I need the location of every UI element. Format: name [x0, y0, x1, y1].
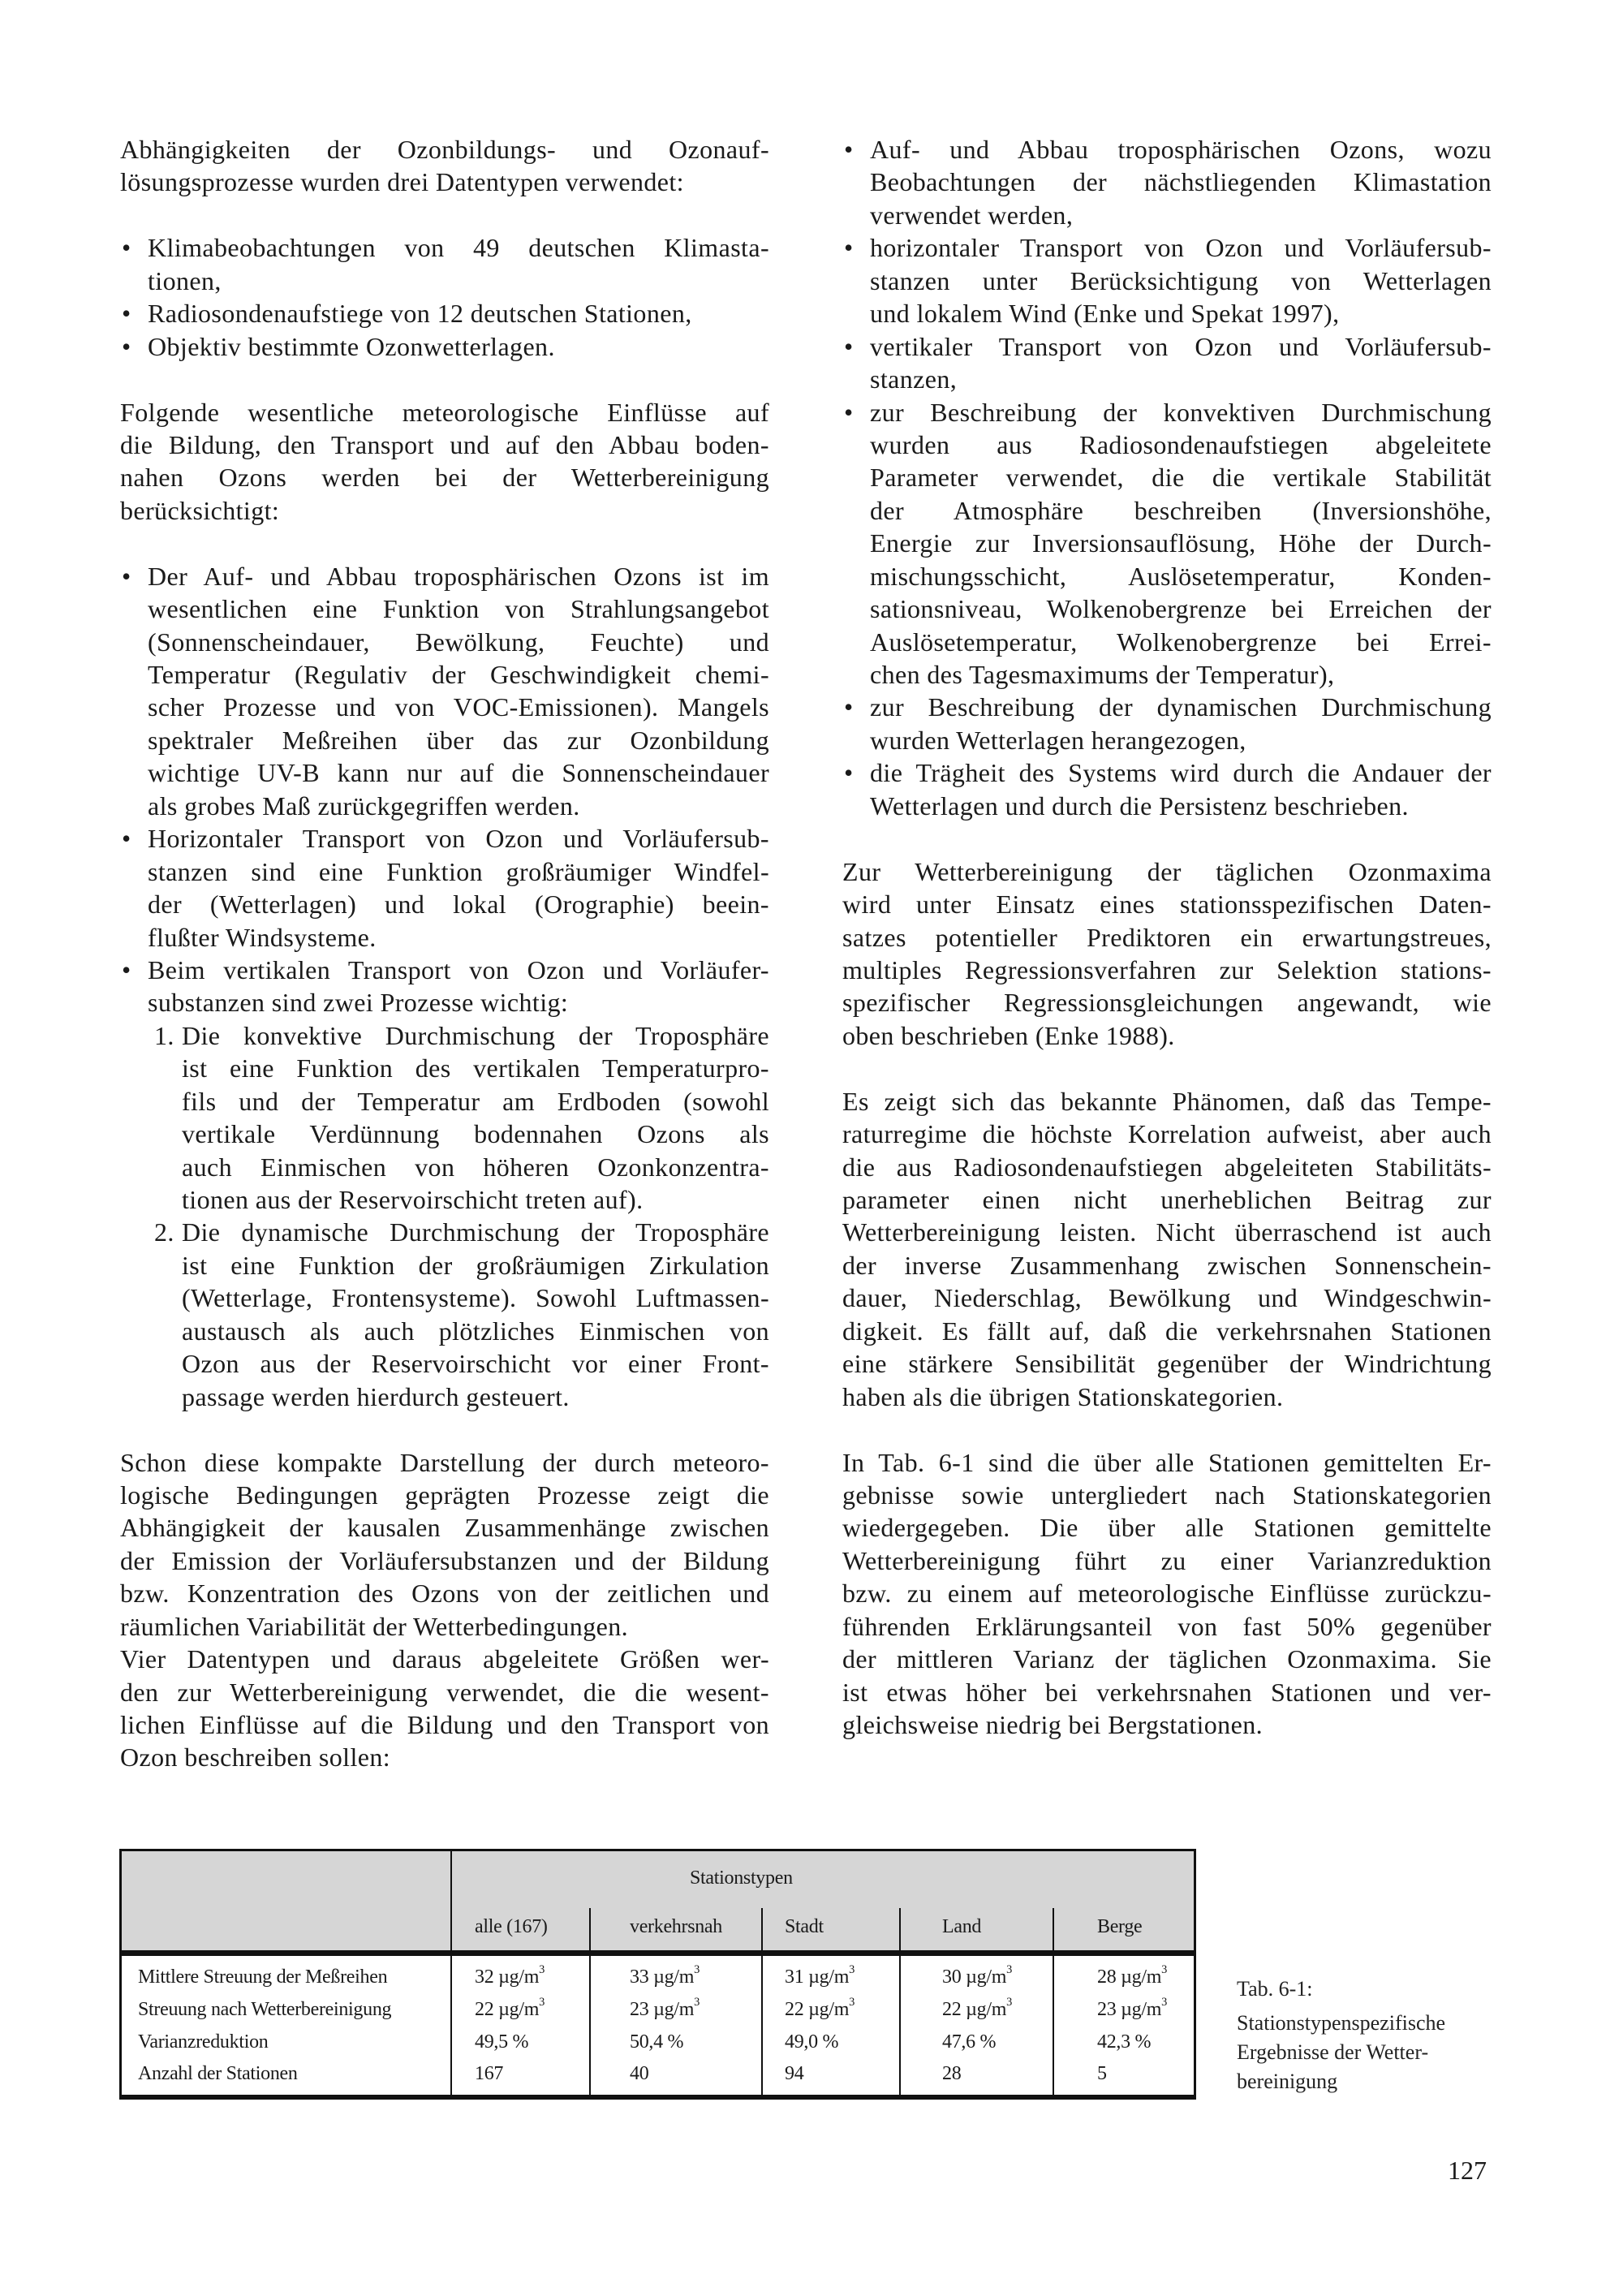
column-divider	[899, 1908, 901, 1950]
text-line: Zur Wetterbereinigung der täglichen Ozonmaxima	[842, 856, 1492, 886]
spacer	[842, 822, 1492, 855]
text-line: Wetterbereinigung leisten. Nicht überraschend ist auch	[842, 1217, 1492, 1247]
column-divider	[589, 1956, 591, 2095]
text-line: Auslösetemperatur, Wolkenobergrenze bei Errei-	[870, 627, 1492, 657]
row-label: Anzahl der Stationen	[138, 2063, 298, 2084]
text-line: wurden Wetterlagen herangezogen,	[870, 725, 1246, 755]
text-line: digkeit. Es fällt auf, daß die verkehrsnahen Stationen	[842, 1316, 1492, 1346]
text-line: berücksichtigt:	[120, 495, 280, 525]
group-header: Stationstypen	[690, 1867, 793, 1889]
bullet-icon: •	[122, 561, 131, 591]
table-cell	[785, 2063, 803, 2085]
text-line: Klimabeobachtungen von 49 deutschen Klimasta-	[148, 233, 769, 263]
table-caption	[1237, 1975, 1445, 2096]
cell-value: 50,4 %	[630, 2031, 684, 2053]
table-cell	[475, 1963, 545, 1988]
column-header: alle (167)	[475, 1916, 548, 1937]
text-line: sationsniveau, Wolkenobergrenze bei Erreichen der	[870, 594, 1492, 624]
cell-value: 31 µg/m	[785, 1966, 850, 1988]
column-divider	[1053, 1908, 1054, 1950]
text-line: bzw. Konzentration des Ozons von der zeitlichen und	[120, 1579, 769, 1609]
bullet-item	[842, 133, 1492, 231]
cell-value: 33 µg/m	[630, 1966, 695, 1988]
text-line: gebnisse sowie untergliedert nach Stationskategorien	[842, 1480, 1492, 1510]
table-cell	[1097, 1996, 1167, 2021]
paragraph	[842, 855, 1492, 1053]
cell-value: 22 µg/m	[785, 1999, 850, 2020]
bullet-item	[120, 330, 769, 363]
text-line: Energie zur Inversionsauflösung, Höhe der Durch-	[870, 528, 1492, 558]
cell-value: 30 µg/m	[942, 1966, 1007, 1988]
text-line: Folgende wesentliche meteorologische Einflüsse auf	[120, 397, 769, 427]
text-line: wiedergegeben. Die über alle Stationen gemittelte	[842, 1513, 1492, 1543]
spacer	[842, 1413, 1492, 1445]
caption-line: Ergebnisse der Wetter-	[1237, 2040, 1429, 2064]
cell-value: 22 µg/m	[475, 1999, 540, 2020]
bullet-item	[842, 396, 1492, 691]
paragraph	[842, 1085, 1492, 1413]
text-line: eine stärkere Sensibilität gegenüber der Windrichtung	[842, 1349, 1492, 1379]
text-line: wurden aus Radiosondenaufstiegen abgeleitete	[870, 429, 1492, 459]
text-line: stanzen,	[870, 364, 958, 394]
cell-value: 32 µg/m	[475, 1966, 540, 1988]
table-cell	[942, 2063, 961, 2085]
text-line: spektraler Meßreihen über das zur Ozonbildung	[148, 725, 769, 755]
cell-value: 49,0 %	[785, 2031, 839, 2053]
text-line: Ozon beschreiben sollen:	[120, 1742, 391, 1773]
cell-value: 40	[630, 2063, 649, 2084]
text-line: flußter Windsysteme.	[148, 922, 377, 952]
text-line: die Trägheit des Systems wird durch die Andauer der	[870, 758, 1492, 788]
caption-label: Tab. 6-1:	[1237, 1977, 1313, 2001]
cell-value: 23 µg/m	[630, 1999, 695, 2020]
right-text-column	[842, 133, 1492, 1741]
bullet-item	[120, 822, 769, 954]
table-cell	[630, 2031, 683, 2053]
text-line: ist eine Funktion des vertikalen Temperaturpro-	[182, 1053, 769, 1083]
column-divider	[589, 1908, 591, 1950]
spacer	[842, 1052, 1492, 1084]
numbered-item	[120, 1019, 769, 1217]
text-line: der (Wetterlagen) und lokal (Orographie) beein-	[148, 890, 769, 920]
table-cell	[942, 1996, 1012, 2021]
text-line: austausch als auch plötzliches Einmischen von	[182, 1316, 769, 1346]
bullet-icon: •	[122, 331, 131, 361]
unit-exponent: 3	[1161, 1963, 1167, 1976]
column-divider	[1053, 1956, 1054, 2095]
text-line: der mittleren Varianz der täglichen Ozonmaxima. Sie	[842, 1644, 1492, 1674]
bullet-item	[842, 756, 1492, 822]
text-line: Die dynamische Durchmischung der Troposphäre	[182, 1217, 769, 1247]
row-label: Mittlere Streuung der Meßreihen	[138, 1966, 388, 1988]
spacer	[120, 527, 769, 559]
text-line: haben als die übrigen Stationskategorien.	[842, 1381, 1284, 1411]
cell-value: 94	[785, 2063, 804, 2084]
unit-exponent: 3	[539, 1996, 545, 2009]
table-cell	[1097, 2031, 1151, 2053]
row-label: Streuung nach Wetterbereinigung	[138, 1999, 392, 2020]
table-cell	[942, 1963, 1012, 1988]
text-line: scher Prozesse und von VOC-Emissionen). Mangels	[148, 692, 769, 722]
text-line: Es zeigt sich das bekannte Phänomen, daß das Tempe-	[842, 1086, 1492, 1116]
text-line: ist etwas höher bei verkehrsnahen Stationen und ver-	[842, 1677, 1492, 1707]
text-line: (Wetterlage, Frontensysteme). Sowohl Luftmassen-	[182, 1283, 769, 1313]
cell-value: 167	[475, 2063, 504, 2084]
text-line: auch Einmischen von höheren Ozonkonzentra-	[182, 1152, 769, 1182]
row-label: Varianzreduktion	[138, 2031, 269, 2053]
text-line: der Atmosphäre beschreiben (Inversionshöhe,	[870, 495, 1492, 525]
numbered-item	[120, 1216, 769, 1413]
bullet-item	[842, 231, 1492, 330]
text-line: die aus Radiosondenaufstiegen abgeleiteten Stabilitäts-	[842, 1152, 1492, 1182]
text-line: logische Bedingungen geprägten Prozesse zeigt die	[120, 1480, 769, 1510]
text-line: die Bildung, den Transport und auf den Abbau boden-	[120, 429, 769, 459]
bullet-icon: •	[122, 824, 131, 854]
text-line: lichen Einflüsse auf die Bildung und den Transport von	[120, 1710, 769, 1739]
table-cell	[630, 1996, 700, 2021]
text-line: Radiosondenaufstiege von 12 deutschen Stationen,	[148, 299, 692, 329]
bullet-icon: •	[844, 233, 854, 263]
bullet-icon: •	[122, 233, 131, 263]
column-divider	[450, 1851, 452, 2095]
bullet-icon: •	[122, 954, 131, 984]
text-line: multiples Regressionsverfahren zur Selektion stations-	[842, 954, 1492, 984]
text-line: substanzen sind zwei Prozesse wichtig:	[148, 988, 569, 1018]
bullet-icon: •	[844, 135, 854, 164]
table-cell	[785, 1963, 855, 1988]
text-line: Auf- und Abbau troposphärischen Ozons, wozu	[870, 135, 1492, 164]
paragraph	[120, 1643, 769, 1774]
text-line: vertikaler Transport von Ozon und Vorläufersub-	[870, 331, 1492, 361]
table-cell	[1097, 1963, 1167, 1988]
bullet-item	[120, 231, 769, 297]
caption-line: Stationstypenspezifische	[1237, 2011, 1446, 2035]
table-cell	[785, 1996, 855, 2021]
text-line: bzw. zu einem auf meteorologische Einflüsse zurückzu-	[842, 1579, 1492, 1609]
table-cell	[942, 2031, 996, 2053]
paragraph	[120, 133, 769, 199]
unit-exponent: 3	[1006, 1996, 1012, 2009]
bullet-icon: •	[844, 397, 854, 427]
unit-exponent: 3	[694, 1996, 700, 2009]
text-line: Temperatur (Regulativ der Geschwindigkeit chemi-	[148, 660, 769, 689]
cell-value: 42,3 %	[1097, 2031, 1152, 2053]
bullet-icon: •	[844, 692, 854, 722]
text-line: verwendet werden,	[870, 200, 1074, 230]
unit-exponent: 3	[849, 1963, 855, 1976]
bullet-icon: •	[844, 331, 854, 361]
bullet-icon: •	[122, 299, 131, 329]
cell-value: 28 µg/m	[1097, 1966, 1162, 1988]
spacer	[120, 1413, 769, 1445]
bullet-item	[120, 954, 769, 1019]
text-line: raturregime die höchste Korrelation aufweist, aber auch	[842, 1119, 1492, 1149]
text-line: Horizontaler Transport von Ozon und Vorläufersub-	[148, 824, 769, 854]
text-line: Beim vertikalen Transport von Ozon und Vorläufer-	[148, 954, 769, 984]
column-header: Stadt	[785, 1916, 824, 1937]
text-line: zur Beschreibung der konvektiven Durchmischung	[870, 397, 1492, 427]
text-line: oben beschrieben (Enke 1988).	[842, 1020, 1175, 1050]
text-line: führenden Erklärungsanteil von fast 50% gegenüber	[842, 1611, 1492, 1641]
table-cell	[630, 1963, 700, 1988]
column-header: Berge	[1097, 1916, 1143, 1937]
text-line: lösungsprozesse wurden drei Datentypen verwendet:	[120, 167, 684, 197]
text-line: wichtige UV-B kann nur auf die Sonnenscheindauer	[148, 758, 769, 788]
paragraph	[120, 1446, 769, 1643]
text-line: passage werden hierdurch gesteuert.	[182, 1381, 570, 1411]
text-line: ist eine Funktion der großräumigen Zirkulation	[182, 1250, 769, 1280]
text-line: Ozon aus der Reservoirschicht vor einer Front-	[182, 1349, 769, 1379]
text-line: Parameter verwendet, die die vertikale Stabilität	[870, 463, 1492, 493]
paragraph	[842, 1446, 1492, 1742]
text-line: Schon diese kompakte Darstellung der durch meteoro-	[120, 1447, 769, 1477]
column-header: Land	[942, 1916, 982, 1937]
column-divider	[761, 1956, 763, 2095]
table-cell	[1097, 2063, 1107, 2085]
text-line: satzes potentieller Prediktoren ein erwartungstreues,	[842, 922, 1492, 952]
text-line: Die konvektive Durchmischung der Troposphäre	[182, 1020, 769, 1050]
spacer	[120, 199, 769, 231]
item-number: 1.	[154, 1020, 174, 1050]
text-line: als grobes Maß zurückgegriffen werden.	[148, 790, 580, 821]
text-line: räumlichen Variabilität der Wetterbedingungen.	[120, 1611, 628, 1641]
table-cell	[475, 2031, 528, 2053]
text-line: Beobachtungen der nächstliegenden Klimastation	[870, 167, 1492, 197]
cell-value: 47,6 %	[942, 2031, 997, 2053]
bullet-icon: •	[844, 758, 854, 788]
cell-value: 22 µg/m	[942, 1999, 1007, 2020]
caption-line: bereinigung	[1237, 2070, 1338, 2093]
text-line: tionen,	[148, 265, 222, 295]
text-line: vertikale Verdünnung bodennahen Ozons als	[182, 1119, 769, 1149]
table-cell	[785, 2031, 838, 2053]
text-line: Abhängigkeiten der Ozonbildungs- und Ozonauf-	[120, 135, 769, 164]
text-line: wesentlichen eine Funktion von Strahlungsangebot	[148, 594, 769, 624]
text-line: Vier Datentypen und daraus abgeleitete Größen wer-	[120, 1644, 769, 1674]
bullet-item	[842, 330, 1492, 396]
unit-exponent: 3	[694, 1963, 700, 1976]
text-line: den zur Wetterbereinigung verwendet, die die wesent-	[120, 1677, 769, 1707]
text-line: In Tab. 6-1 sind die über alle Stationen gemittelten Er-	[842, 1447, 1492, 1477]
text-line: der Emission der Vorläufersubstanzen und der Bildung	[120, 1545, 769, 1575]
text-line: tionen aus der Reservoirschicht treten auf).	[182, 1185, 644, 1214]
text-line: stanzen sind eine Funktion großräumiger Windfel-	[148, 856, 769, 886]
text-line: horizontaler Transport von Ozon und Vorläufersub-	[870, 233, 1492, 263]
left-text-column	[120, 133, 769, 1774]
cell-value: 5	[1097, 2063, 1107, 2084]
column-header: verkehrsnah	[630, 1916, 722, 1937]
bullet-item	[120, 297, 769, 330]
text-line: fils und der Temperatur am Erdboden (sowohl	[182, 1086, 769, 1116]
column-divider	[761, 1908, 763, 1950]
text-line: wird unter Einsatz eines stationsspezifischen Daten-	[842, 890, 1492, 920]
unit-exponent: 3	[849, 1996, 855, 2009]
table-cell	[475, 2063, 503, 2085]
table-cell	[475, 1996, 545, 2021]
text-line: (Sonnenscheindauer, Bewölkung, Feuchte) und	[148, 627, 769, 657]
cell-value: 23 µg/m	[1097, 1999, 1162, 2020]
text-line: dauer, Niederschlag, Bewölkung und Windgeschwin-	[842, 1283, 1492, 1313]
table-header	[122, 1851, 1194, 1956]
page-number: 127	[1448, 2156, 1487, 2185]
text-line: mischungsschicht, Auslösetemperatur, Konden-	[870, 561, 1492, 591]
unit-exponent: 3	[1006, 1963, 1012, 1976]
text-line: Abhängigkeit der kausalen Zusammenhänge zwischen	[120, 1513, 769, 1543]
text-line: gleichsweise niedrig bei Bergstationen.	[842, 1710, 1263, 1739]
text-line: und lokalem Wind (Enke und Spekat 1997),	[870, 299, 1340, 329]
cell-value: 49,5 %	[475, 2031, 529, 2053]
item-number: 2.	[154, 1217, 174, 1247]
text-line: der inverse Zusammenhang zwischen Sonnenschein-	[842, 1250, 1492, 1280]
column-divider	[899, 1956, 901, 2095]
text-line: parameter einen nicht unerheblichen Beitrag zur	[842, 1185, 1492, 1214]
text-line: stanzen unter Berücksichtigung von Wetterlagen	[870, 265, 1492, 295]
text-line: Wetterlagen und durch die Persistenz beschrieben.	[870, 790, 1409, 821]
text-line: chen des Tagesmaximums der Temperatur),	[870, 660, 1335, 689]
bullet-item	[120, 560, 769, 823]
unit-exponent: 3	[1161, 1996, 1167, 2009]
cell-value: 28	[942, 2063, 962, 2084]
text-line: spezifischer Regressionsgleichungen angewandt, wie	[842, 988, 1492, 1018]
results-table	[119, 1849, 1196, 2100]
paragraph	[120, 396, 769, 528]
bullet-item	[842, 691, 1492, 756]
text-line: zur Beschreibung der dynamischen Durchmischung	[870, 692, 1492, 722]
table-cell	[630, 2063, 648, 2085]
unit-exponent: 3	[539, 1963, 545, 1976]
text-line: Objektiv bestimmte Ozonwetterlagen.	[148, 331, 555, 361]
text-line: Der Auf- und Abbau troposphärischen Ozons ist im	[148, 561, 769, 591]
spacer	[120, 363, 769, 395]
text-line: nahen Ozons werden bei der Wetterbereinigung	[120, 463, 769, 493]
text-line: Wetterbereinigung führt zu einer Varianzreduktion	[842, 1545, 1492, 1575]
